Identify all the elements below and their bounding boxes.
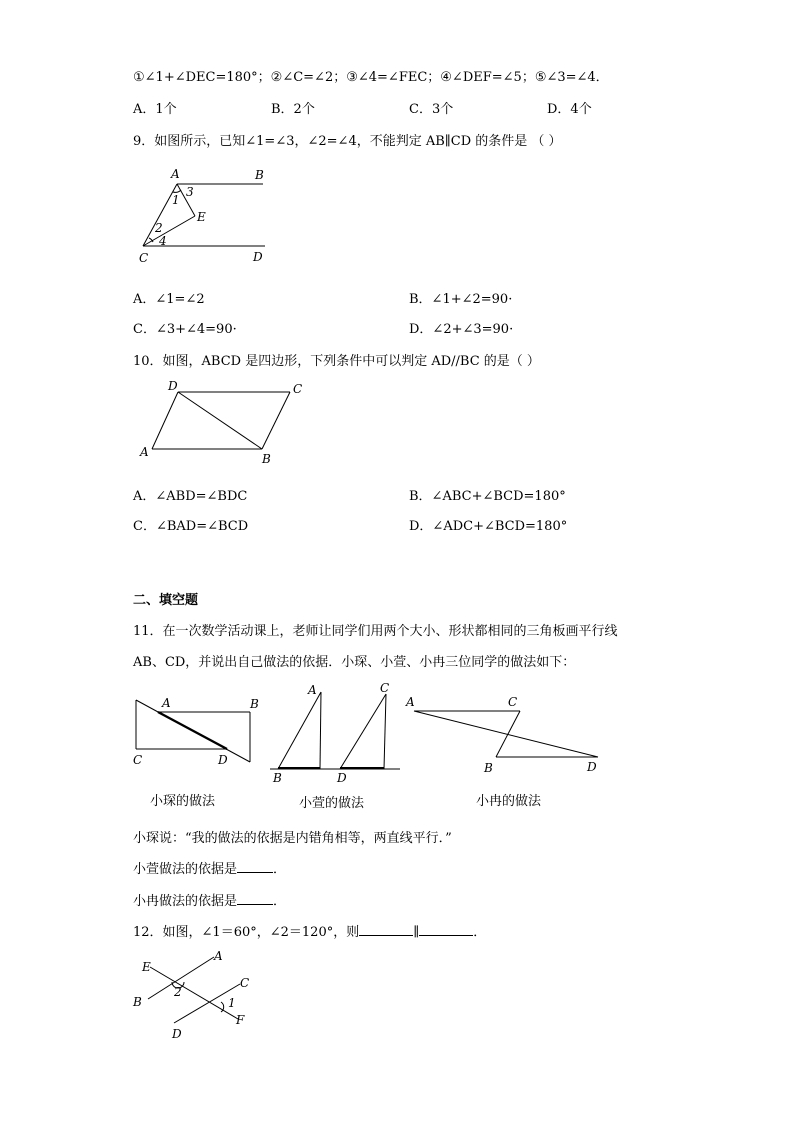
q11-caption-1: 小琛的做法 xyxy=(150,794,216,809)
q12-label-b: B xyxy=(133,995,142,1009)
q11-fig1-label-c: C xyxy=(133,753,143,767)
q10-figure xyxy=(138,378,308,468)
q11-fig3-label-c: C xyxy=(508,695,518,709)
q9-label-b: B xyxy=(255,168,264,182)
q12-blank-1[interactable] xyxy=(359,923,413,936)
q9-label-1: 1 xyxy=(172,193,180,207)
q9-option-b[interactable]: B．∠1+∠2=90· xyxy=(409,292,513,307)
q11-line5-text: 小冉做法的依据是 xyxy=(133,894,238,909)
q12-label-e: E xyxy=(142,960,151,974)
q12-blank-2[interactable] xyxy=(419,923,473,936)
q12-period: ． xyxy=(473,925,487,940)
q11-fig3-label-a: A xyxy=(406,695,415,709)
q11-fig3-label-b: B xyxy=(484,761,493,775)
q12-label-f: F xyxy=(236,1013,245,1027)
q9-label-2: 2 xyxy=(155,221,163,235)
q11-line2: AB、CD，并说出自己做法的依据．小琛、小萱、小冉三位同学的做法如下： xyxy=(133,655,576,670)
q11-line5 xyxy=(133,890,286,909)
q11-figure-3 xyxy=(402,692,602,775)
q9-label-4: 4 xyxy=(159,234,167,248)
q8-option-c[interactable]: C．3个 xyxy=(409,102,454,117)
q12-label-a: A xyxy=(214,949,223,963)
q10-label-a: A xyxy=(140,445,149,459)
q11-line4-period: ． xyxy=(273,862,287,877)
q11-line4 xyxy=(133,858,286,877)
q11-figure-1 xyxy=(130,692,270,772)
q10-option-a[interactable]: A．∠ABD=∠BDC xyxy=(133,489,248,504)
q11-line3: 小琛说：“我的做法的依据是内错角相等，两直线平行．” xyxy=(133,831,452,846)
q12-label-1: 1 xyxy=(228,996,236,1010)
q8-statements: ①∠1+∠DEC=180°；②∠C=∠2；③∠4=∠FEC；④∠DEF=∠5；⑤∠3=∠4． xyxy=(133,70,609,85)
q9-option-d[interactable]: D．∠2+∠3=90· xyxy=(409,322,514,337)
q8-option-d[interactable]: D．4个 xyxy=(547,102,592,117)
q12-label-c: C xyxy=(240,976,250,990)
q11-blank-xiaoran[interactable] xyxy=(237,892,273,905)
q10-option-c[interactable]: C．∠BAD=∠BCD xyxy=(133,519,249,534)
q11-fig1-label-b: B xyxy=(250,697,259,711)
q12-label-2: 2 xyxy=(174,985,182,999)
q12-label-d: D xyxy=(172,1027,182,1041)
q12-figure xyxy=(128,948,268,1048)
q9-label-3: 3 xyxy=(186,185,194,199)
q9-stem: 9．如图所示，已知∠1=∠3，∠2=∠4，不能判定 AB∥CD 的条件是 （ ） xyxy=(133,134,562,149)
q11-line5-period: ． xyxy=(273,894,287,909)
q11-fig3-label-d: D xyxy=(587,760,597,774)
q9-label-a: A xyxy=(171,167,180,181)
q11-line4-text: 小萱做法的依据是 xyxy=(133,862,238,877)
q11-blank-xiaoxuan[interactable] xyxy=(237,860,273,873)
q9-figure xyxy=(135,166,275,266)
q11-fig2-label-c: C xyxy=(380,681,390,695)
q10-label-b: B xyxy=(262,452,271,466)
q9-option-a[interactable]: A．∠1=∠2 xyxy=(133,292,205,307)
q12-parallel-symbol: ∥ xyxy=(413,925,420,940)
q11-fig2-label-b: B xyxy=(273,771,282,785)
q10-label-c: C xyxy=(293,382,303,396)
q10-option-d[interactable]: D．∠ADC+∠BCD=180° xyxy=(409,519,568,534)
q12-stem-text: 12．如图，∠1＝60°，∠2＝120°，则 xyxy=(133,925,360,940)
q11-line1: 11．在一次数学活动课上，老师让同学们用两个大小、形状都相同的三角板画平行线 xyxy=(133,624,618,639)
q9-label-e: E xyxy=(197,210,206,224)
q12-stem xyxy=(133,921,486,940)
q10-label-d: D xyxy=(168,379,178,393)
q10-stem: 10．如图，ABCD 是四边形，下列条件中可以判定 AD//BC 的是（ ） xyxy=(133,354,540,369)
section-heading-fill-in: 二、填空题 xyxy=(133,593,199,608)
q11-fig2-label-d: D xyxy=(337,771,347,785)
q11-fig2-label-a: A xyxy=(308,683,317,697)
q8-option-b[interactable]: B．2个 xyxy=(271,102,315,117)
q9-label-c: C xyxy=(139,251,149,265)
q11-figure-2 xyxy=(268,678,408,785)
q11-caption-2: 小萱的做法 xyxy=(299,796,365,811)
q11-caption-3: 小冉的做法 xyxy=(476,794,542,809)
q9-label-d: D xyxy=(253,250,263,264)
q11-fig1-label-a: A xyxy=(162,696,171,710)
q8-option-a[interactable]: A．1个 xyxy=(133,102,177,117)
q11-fig1-label-d: D xyxy=(218,753,228,767)
q10-option-b[interactable]: B．∠ABC+∠BCD=180° xyxy=(409,489,566,504)
q9-option-c[interactable]: C．∠3+∠4=90· xyxy=(133,322,237,337)
